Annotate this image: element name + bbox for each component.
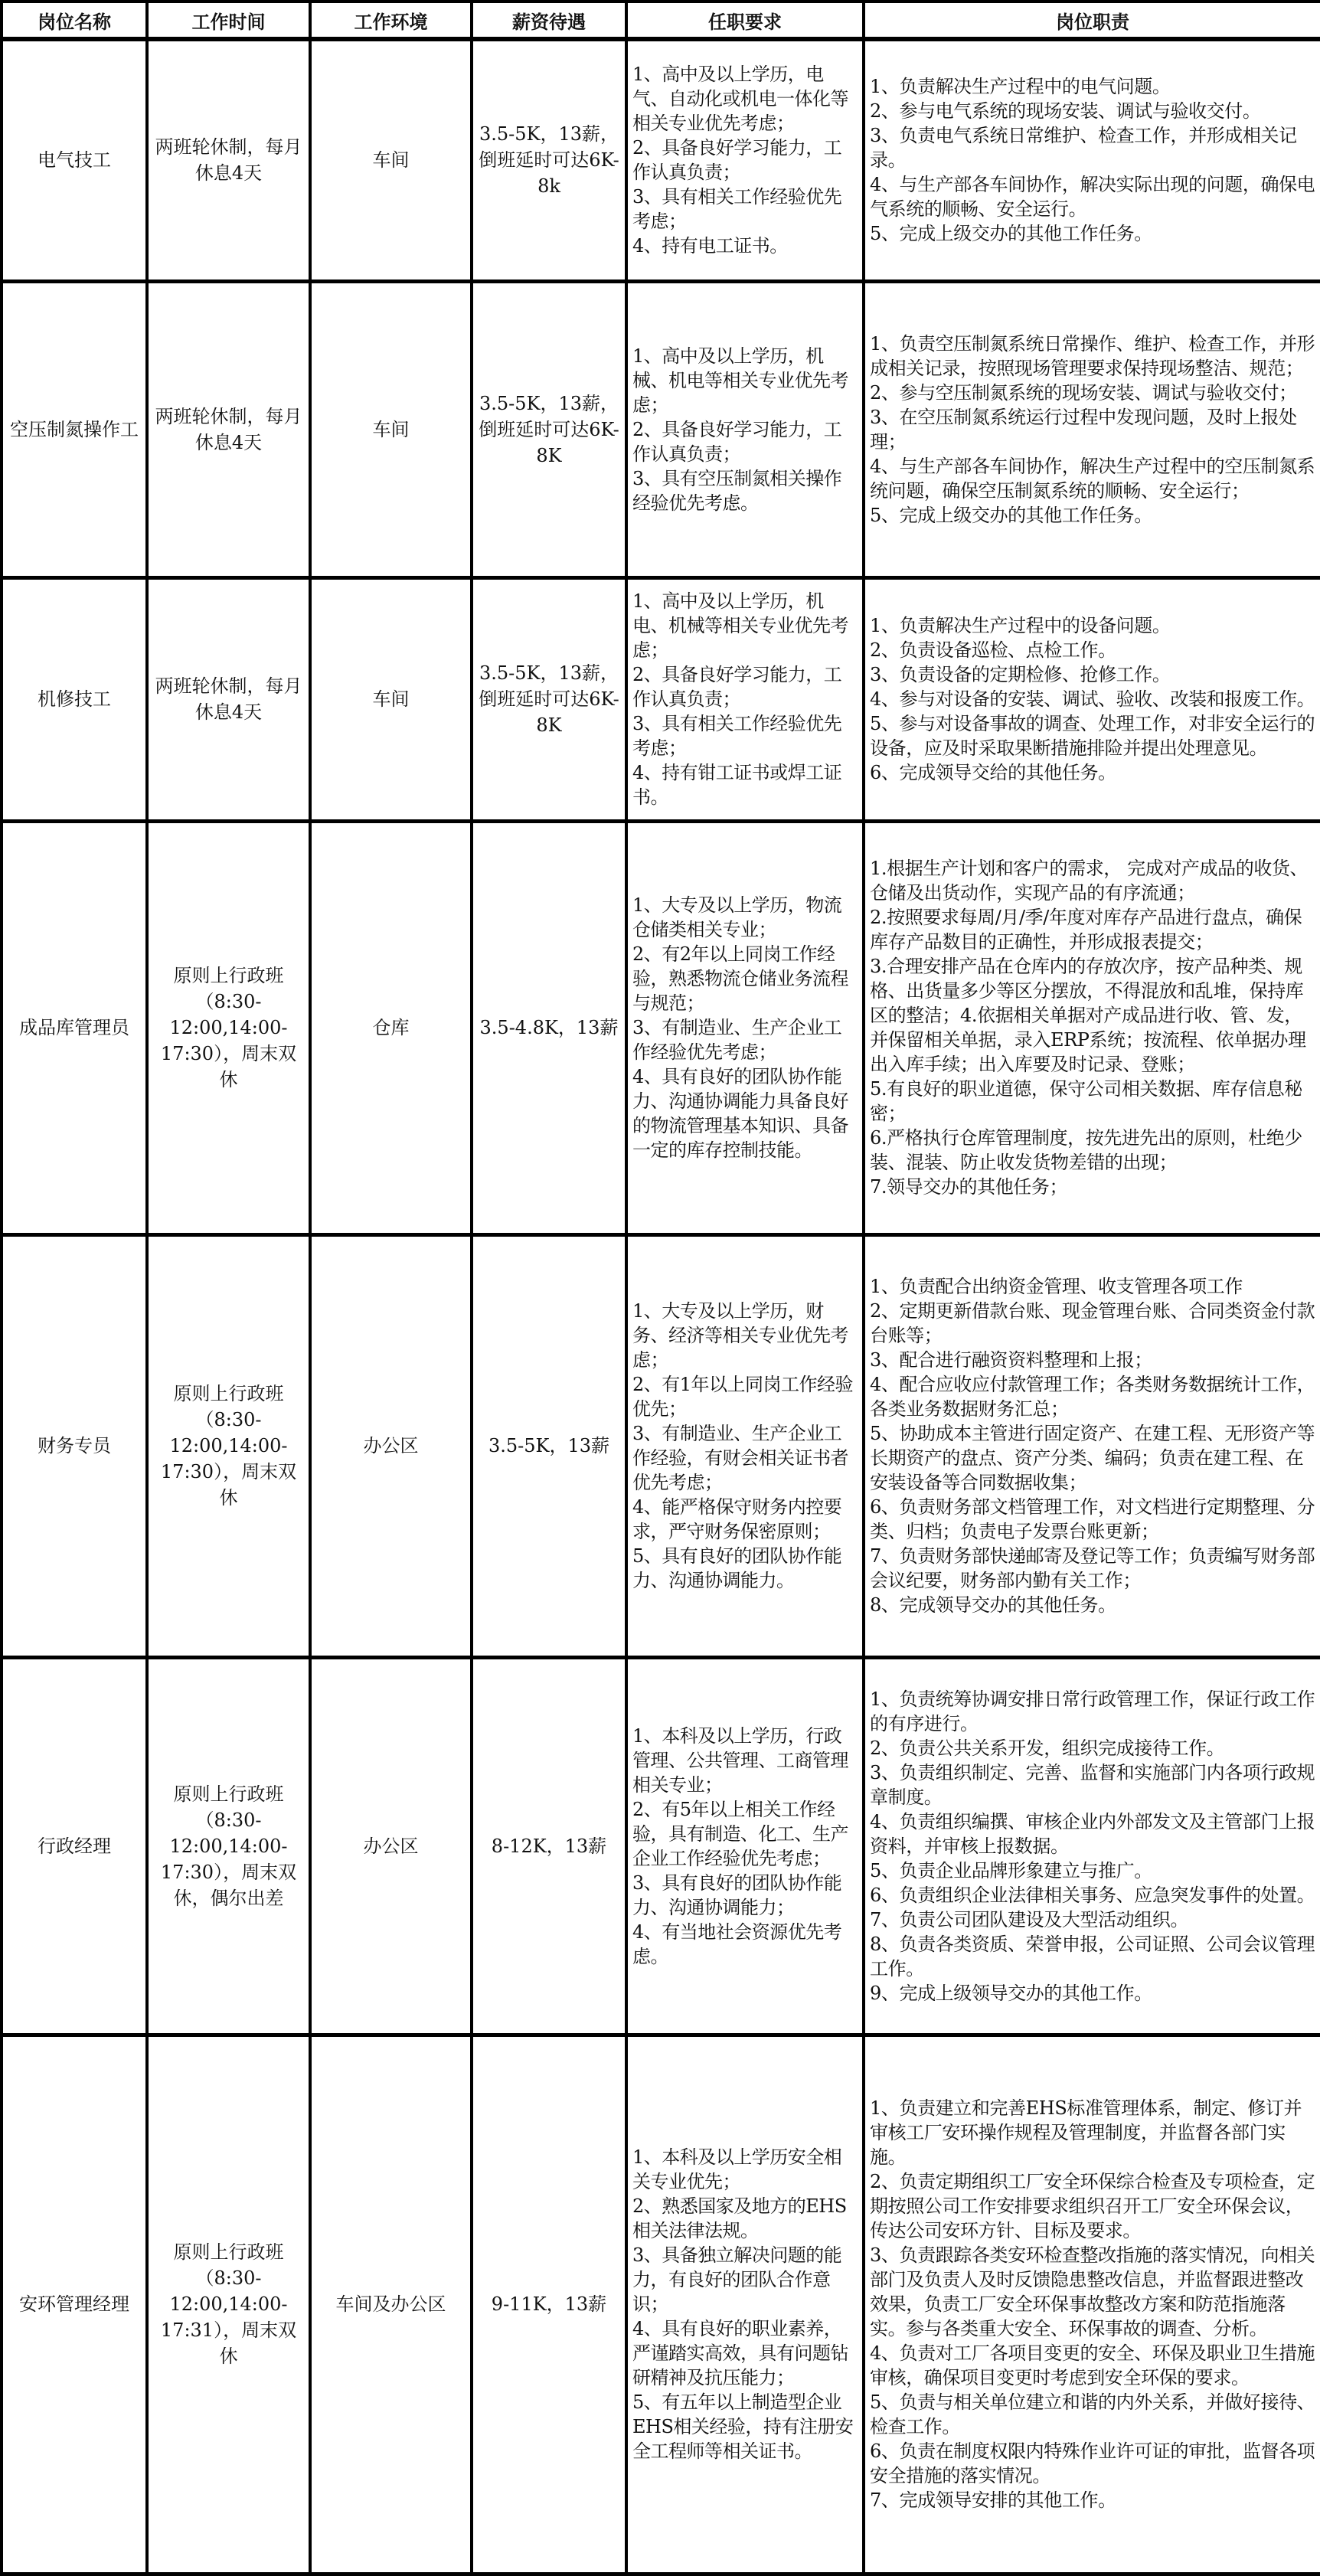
header-salary: 薪资待遇 — [472, 2, 626, 39]
duty-item: 8、负责各类资质、荣誉申报，公司证照、公司会议管理工作。 — [870, 1933, 1315, 1979]
requirement-item: 2、具备良好学习能力，工作认真负责； — [632, 137, 842, 184]
duty-item: 6、负责组织企业法律相关事务、应急突发事件的处置。 — [870, 1884, 1315, 1906]
requirements-cell — [626, 1234, 864, 1657]
duty-item: 9、完成上级领导交办的其他工作。 — [870, 1982, 1152, 2004]
table-row — [2, 281, 1320, 577]
duty-item: 7、完成领导安排的其他工作。 — [870, 2489, 1116, 2511]
duties-cell — [864, 281, 1320, 577]
table-row — [2, 1234, 1320, 1657]
requirements-cell — [626, 281, 864, 577]
position-title: 电气技工 — [2, 39, 147, 281]
work-environment: 办公区 — [310, 1234, 472, 1657]
requirement-item: 3、有制造业、生产企业工作经验，有财会相关证书者优先考虑； — [632, 1423, 848, 1493]
position-title: 空压制氮操作工 — [2, 281, 147, 577]
duty-item: 1、负责配合出纳资金管理、收支管理各项工作 — [870, 1276, 1243, 1297]
requirement-item: 2、具备良好学习能力，工作认真负责； — [632, 418, 842, 465]
requirement-item: 3、具有空压制氮相关操作经验优先考虑。 — [632, 467, 842, 514]
table-row — [2, 2035, 1320, 2574]
duty-item: 7.领导交办的其他任务； — [870, 1176, 1068, 1198]
work-hours: 原则上行政班（8:30-12:00,14:00-17:30），周末双休，偶尔出差 — [147, 1657, 310, 2035]
duty-item: 4、负责对工厂各项目变更的安全、环保及职业卫生措施审核，确保项目变更时考虑到安全环保的要求。 — [870, 2342, 1315, 2388]
duty-item: 2、参与空压制氮系统的现场安装、调试与验收交付； — [870, 381, 1297, 404]
duty-item: 4、配合应收应付款管理工作；各类财务数据统计工作，各类业务数据财务汇总； — [870, 1374, 1315, 1420]
duty-item: 7、负责公司团队建设及大型活动组织。 — [870, 1908, 1189, 1930]
work-hours: 原则上行政班（8:30-12:00,14:00-17:30），周末双休 — [147, 1234, 310, 1657]
requirement-item: 1、大专及以上学历，财务、经济等相关专业优先考虑； — [632, 1300, 848, 1371]
duty-item: 3、负责组织制定、完善、监督和实施部门内各项行政规章制度。 — [870, 1761, 1315, 1808]
salary: 3.5-5K，13薪，倒班延时可达6K-8k — [472, 39, 626, 281]
requirement-item: 1、本科及以上学历安全相关专业优先； — [632, 2146, 842, 2192]
requirement-item: 1、本科及以上学历，行政管理、公共管理、工商管理相关专业； — [632, 1724, 848, 1796]
requirements-cell — [626, 39, 864, 281]
requirements-cell — [626, 2035, 864, 2574]
duty-item: 3、负责电气系统日常维护、检查工作，并形成相关记录。 — [870, 125, 1297, 172]
duty-item: 5、参与对设备事故的调查、处理工作，对非安全运行的设备，应及时采取果断措施排险并提出处理意见。 — [870, 713, 1315, 759]
requirement-item: 3、有制造业、生产企业工作经验优先考虑； — [632, 1017, 842, 1063]
duty-item: 1、负责解决生产过程中的电气问题。 — [870, 76, 1171, 98]
duty-item: 5、负责与相关单位建立和谐的内外关系，并做好接待、检查工作。 — [870, 2391, 1315, 2437]
duty-item: 5.有良好的职业道德，保守公司相关数据、库存信息秘密； — [870, 1078, 1302, 1124]
duty-item: 4、与生产部各车间协作，解决生产过程中的空压制氮系统问题，确保空压制氮系统的顺畅、安全运行； — [870, 455, 1315, 502]
requirement-item: 4、具有良好的职业素养，严谨踏实高效，具有问题钻研精神及抗压能力； — [632, 2318, 848, 2388]
work-environment: 仓库 — [310, 821, 472, 1234]
requirement-item: 1、大专及以上学历，物流仓储类相关专业； — [632, 894, 842, 940]
duty-item: 8、完成领导交办的其他任务。 — [870, 1594, 1116, 1616]
duty-item: 3、负责设备的定期检修、抢修工作。 — [870, 664, 1171, 685]
duty-item: 6、负责在制度权限内特殊作业许可证的审批，监督各项安全措施的落实情况。 — [870, 2440, 1315, 2486]
requirement-item: 4、有当地社会资源优先考虑。 — [632, 1921, 842, 1967]
position-title: 成品库管理员 — [2, 821, 147, 1234]
duty-item: 2.按照要求每周/月/季/年度对库存产品进行盘点，确保库存产品数目的正确性，并形成报表提交； — [870, 907, 1302, 953]
work-hours: 两班轮休制，每月休息4天 — [147, 577, 310, 821]
duties-cell — [864, 577, 1320, 821]
requirement-item: 3、具备独立解决问题的能力，有良好的团队合作意识； — [632, 2244, 842, 2315]
requirement-item: 1、高中及以上学历，机电、机械等相关专业优先考虑； — [632, 590, 848, 661]
duty-item: 5、完成上级交办的其他工作任务。 — [870, 223, 1152, 245]
requirement-item: 2、有1年以上同岗工作经验优先； — [632, 1374, 854, 1420]
duty-item: 3、负责跟踪各类安环检查整改指施的落实情况，向相关部门及负责人及时反馈隐患整改信息，并监督跟进整改效果，负责工厂安全环保事故整改方案和防范指施落实。参与各类重大安全、环保事故的调查、分析。 — [870, 2244, 1315, 2339]
duty-item: 2、参与电气系统的现场安装、调试与验收交付。 — [870, 100, 1261, 123]
duties-cell — [864, 2035, 1320, 2574]
requirement-item: 3、具有相关工作经验优先考虑； — [632, 186, 842, 233]
requirement-item: 2、有5年以上相关工作经验，具有制造、化工、生产企业工作经验优先考虑； — [632, 1798, 848, 1869]
duty-item: 1、负责空压制氮系统日常操作、维护、检查工作，并形成相关记录，按照现场管理要求保持现场整洁、规范； — [870, 332, 1315, 379]
requirement-item: 2、有2年以上同岗工作经验，熟悉物流仓储业务流程与规范； — [632, 943, 848, 1014]
work-environment: 车间及办公区 — [310, 2035, 472, 2574]
work-environment: 办公区 — [310, 1657, 472, 2035]
table-row — [2, 577, 1320, 821]
requirement-item: 4、持有钳工证书或焊工证书。 — [632, 762, 842, 808]
requirement-item: 5、具有良好的团队协作能力、沟通协调能力。 — [632, 1545, 842, 1591]
duties-cell — [864, 39, 1320, 281]
duty-item: 2、负责定期组织工厂安全环保综合检查及专项检查，定期按照公司工作安排要求组织召开工厂安全环保会议，传达公司安环方针、目标及要求。 — [870, 2171, 1315, 2241]
work-hours: 两班轮休制，每月休息4天 — [147, 281, 310, 577]
header-row — [2, 2, 1320, 39]
salary: 9-11K，13薪 — [472, 2035, 626, 2574]
position-title: 财务专员 — [2, 1234, 147, 1657]
salary: 3.5-5K，13薪 — [472, 1234, 626, 1657]
duty-item: 6.严格执行仓库管理制度，按先进先出的原则，杜绝少装、混装、防止收发货物差错的出现； — [870, 1127, 1302, 1173]
table-row — [2, 39, 1320, 281]
duty-item: 1、负责解决生产过程中的设备问题。 — [870, 615, 1171, 636]
duty-item: 1.根据生产计划和客户的需求， 完成对产成品的收货、仓储及出货动作，实现产品的有序流通； — [870, 858, 1309, 904]
duty-item: 5、负责企业品牌形象建立与推广。 — [870, 1859, 1152, 1881]
requirement-item: 3、具有良好的团队协作能力、沟通协调能力； — [632, 1872, 842, 1918]
header-position: 岗位名称 — [2, 2, 147, 39]
work-hours: 两班轮休制，每月休息4天 — [147, 39, 310, 281]
requirement-item: 2、熟悉国家及地方的EHS相关法律法规。 — [632, 2195, 847, 2241]
requirements-cell — [626, 821, 864, 1234]
header-hours: 工作时间 — [147, 2, 310, 39]
work-environment: 车间 — [310, 577, 472, 821]
requirement-item: 4、具有良好的团队协作能力、沟通协调能力具备良好的物流管理基本知识、具备一定的库存控制技能。 — [632, 1066, 848, 1161]
duties-cell — [864, 821, 1320, 1234]
work-hours: 原则上行政班（8:30-12:00,14:00-17:30），周末双休 — [147, 821, 310, 1234]
work-hours: 原则上行政班（8:30-12:00,14:00-17:31），周末双休 — [147, 2035, 310, 2574]
duty-item: 4、参与对设备的安装、调试、验收、改装和报废工作。 — [870, 688, 1315, 710]
requirement-item: 4、能严格保守财务内控要求，严守财务保密原则； — [632, 1496, 842, 1542]
duty-item: 1、负责建立和完善EHS标准管理体系，制定、修订并审核工厂安环操作规程及管理制度，并监督各部门实施。 — [870, 2097, 1302, 2168]
requirements-cell — [626, 577, 864, 821]
requirement-item: 2、具备良好学习能力，工作认真负责； — [632, 664, 842, 710]
salary: 8-12K，13薪 — [472, 1657, 626, 2035]
salary: 3.5-5K，13薪，倒班延时可达6K-8K — [472, 281, 626, 577]
table-row — [2, 821, 1320, 1234]
duty-item: 1、负责统筹协调安排日常行政管理工作，保证行政工作的有序进行。 — [870, 1688, 1315, 1734]
requirement-item: 1、高中及以上学历，机械、机电等相关专业优先考虑； — [632, 345, 848, 416]
header-duties: 岗位职责 — [864, 2, 1320, 39]
work-environment: 车间 — [310, 281, 472, 577]
duty-item: 7、负责财务部快递邮寄及登记等工作；负责编写财务部会议纪要，财务部内勤有关工作； — [870, 1545, 1315, 1591]
header-environment: 工作环境 — [310, 2, 472, 39]
header-requirements: 任职要求 — [626, 2, 864, 39]
duty-item: 4、与生产部各车间协作，解决实际出现的问题，确保电气系统的顺畅、安全运行。 — [870, 174, 1315, 221]
table-row — [2, 1657, 1320, 2035]
duty-item: 2、负责公共关系开发，组织完成接待工作。 — [870, 1737, 1225, 1759]
requirements-cell — [626, 1657, 864, 2035]
duty-item: 4、负责组织编撰、审核企业内外部发文及主管部门上报资料，并审核上报数据。 — [870, 1810, 1315, 1857]
duty-item: 3、配合进行融资资料整理和上报； — [870, 1349, 1152, 1371]
position-title: 安环管理经理 — [2, 2035, 147, 2574]
duty-item: 3、在空压制氮系统运行过程中发现问题，及时上报处理； — [870, 406, 1297, 453]
requirement-item: 5、有五年以上制造型企业EHS相关经验，持有注册安全工程师等相关证书。 — [632, 2391, 854, 2462]
requirement-item: 3、具有相关工作经验优先考虑； — [632, 713, 842, 759]
position-title: 机修技工 — [2, 577, 147, 821]
position-title: 行政经理 — [2, 1657, 147, 2035]
duty-item: 3.合理安排产品在仓库内的存放次序，按产品种类、规格、出货量多少等区分摆放，不得混放和乱堆，保持库区的整洁；4.依据相关单据对产成品进行收、管、发，并保留相关单据，录入ERP系统；按流程、依单据办理出入库手续；出入库要及时记录、登账； — [870, 956, 1306, 1075]
duty-item: 5、完成上级交办的其他工作任务。 — [870, 504, 1152, 526]
requirement-item: 4、持有电工证书。 — [632, 235, 788, 257]
duties-cell — [864, 1234, 1320, 1657]
duties-cell — [864, 1657, 1320, 2035]
duty-item: 5、协助成本主管进行固定资产、在建工程、无形资产等长期资产的盘点、资产分类、编码；负责在建工程、在安装设备等合同数据收集； — [870, 1423, 1315, 1493]
salary: 3.5-4.8K，13薪 — [472, 821, 626, 1234]
duty-item: 2、负责设备巡检、点检工作。 — [870, 639, 1116, 661]
work-environment: 车间 — [310, 39, 472, 281]
duty-item: 2、定期更新借款台账、现金管理台账、合同类资金付款台账等； — [870, 1300, 1315, 1346]
duty-item: 6、完成领导交给的其他任务。 — [870, 762, 1116, 783]
duty-item: 6、负责财务部文档管理工作，对文档进行定期整理、分类、归档；负责电子发票台账更新； — [870, 1496, 1315, 1542]
requirement-item: 1、高中及以上学历，电气、自动化或机电一体化等相关专业优先考虑； — [632, 64, 848, 135]
salary: 3.5-5K，13薪，倒班延时可达6K-8K — [472, 577, 626, 821]
